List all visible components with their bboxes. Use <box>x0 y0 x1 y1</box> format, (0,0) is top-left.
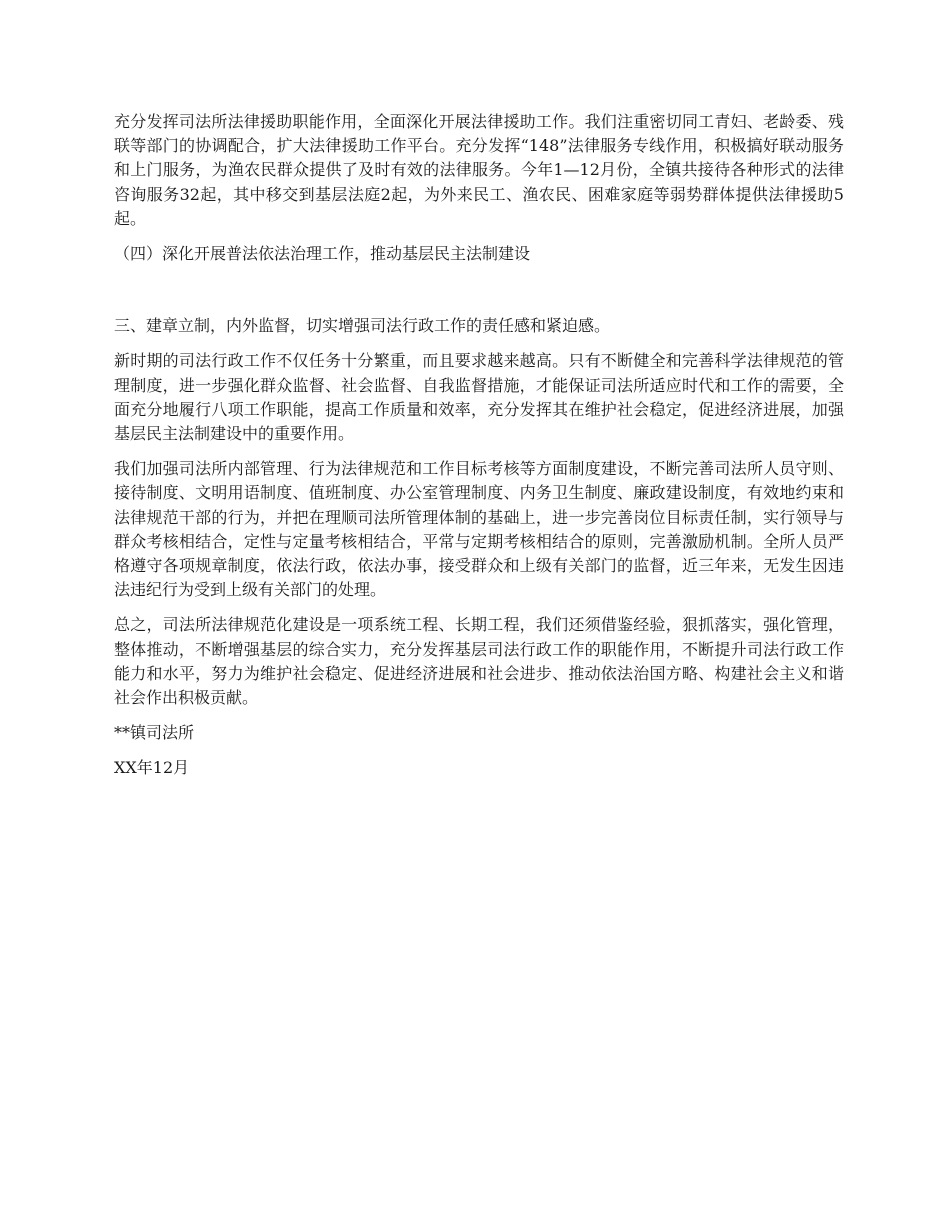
paragraph-new-era: 新时期的司法行政工作不仅任务十分繁重，而且要求越来越高。只有不断健全和完善科学法律规范的管理制度，进一步强化群众监督、社会监督、自我监督措施，才能保证司法所适应时代和工作的需要，全面充分地履行八项工作职能，提高工作质量和效率，充分发挥其在维护社会稳定，促进经济进展，加强基层民主法制建设中的重要作用。 <box>114 351 844 444</box>
paragraph-internal-management: 我们加强司法所内部管理、行为法律规范和工作目标考核等方面制度建设，不断完善司法所人员守则、接待制度、文明用语制度、值班制度、办公室管理制度、内务卫生制度、廉政建设制度，有效地约束和法律规范干部的行为，并把在理顺司法所管理体制的基础上，进一步完善岗位目标责任制，实行领导与群众考核相结合，定性与定量考核相结合，平常与定期考核相结合的原则，完善激励机制。全所人员严格遵守各项规章制度，依法行政，依法办事，接受群众和上级有关部门的监督，近三年来，无发生因违法违纪行为受到上级有关部门的处理。 <box>114 459 844 600</box>
signature-date: XX年12月 <box>114 758 190 778</box>
document-page <box>114 110 844 781</box>
signature-office: **镇司法所 <box>114 723 195 743</box>
paragraph-conclusion: 总之，司法所法律规范化建设是一项系统工程、长期工程，我们还须借鉴经验，狠抓落实，强化管理，整体推动，不断增强基层的综合实力，充分发挥基层司法行政工作的职能作用，不断提升司法行政工作能力和水平，努力为维护社会稳定、促进经济进展和社会进步、推动依法治国方略、构建社会主义和谐社会作出积极贡献。 <box>114 615 844 708</box>
paragraph-legal-aid: 充分发挥司法所法律援助职能作用，全面深化开展法律援助工作。我们注重密切同工青妇、老龄委、残联等部门的协调配合，扩大法律援助工作平台。充分发挥“148”法律服务专线作用，积极搞好联动服务和上门服务，为渔农民群众提供了及时有效的法律服务。今年1—12月份，全镇共接待各种形式的法律咨询服务32起，其中移交到基层法庭2起，为外来民工、渔农民、困难家庭等弱势群体提供法律援助5起。 <box>114 112 844 228</box>
section-heading-3: 三、建章立制，内外监督，切实增强司法行政工作的责任感和紧迫感。 <box>114 316 611 336</box>
section-heading-4: （四）深化开展普法依法治理工作，推动基层民主法制建设 <box>114 244 531 264</box>
